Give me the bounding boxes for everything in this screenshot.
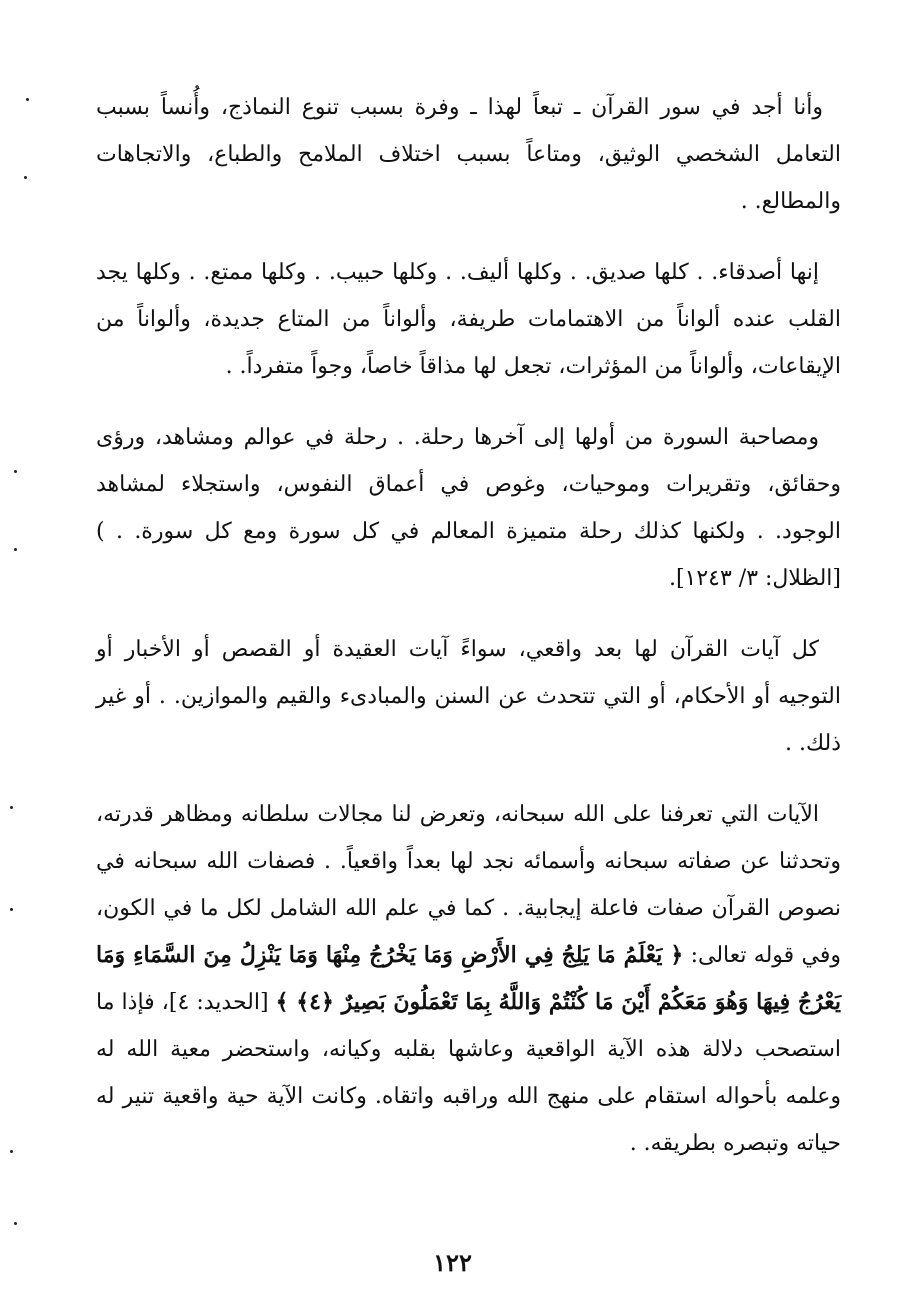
paragraph-5	[96, 791, 841, 1167]
paragraph-5-text: الآيات التي تعرفنا على الله سبحانه، وتعرض لنا مجالات سلطانه ومظاهر قدرته، وتحدثنا عن صفاته سبحانه وأسمائه نجد لها بعداً واقعياً. . فصفات الله سبحانه في نصوص القرآن صفات فاعلة إيجابية. . كما في علم الله الشامل لكل ما في الكون، وفي قوله تعالى:	[96, 802, 841, 968]
margin-speck	[10, 908, 13, 911]
quran-verse: ﴿ يَعْلَمُ مَا يَلِجُ فِي الأَرْضِ وَمَا يَخْرُجُ مِنْهَا وَمَا يَنْزِلُ مِنَ السَّمَاءِ وَمَا يَعْرُجُ فِيهَا وَهُوَ مَعَكُمْ أَيْنَ مَا كُنْتُمْ وَاللَّهُ بِمَا تَعْمَلُونَ بَصِيرٌ ﴿٤﴾ ﴾	[96, 942, 841, 1015]
margin-speck	[10, 1150, 13, 1153]
margin-speck	[14, 470, 17, 473]
margin-speck	[14, 548, 17, 551]
margin-speck	[24, 176, 27, 179]
paragraph-2: إنها أصدقاء. . كلها صديق. . وكلها أليف. . وكلها حبيب. . وكلها ممتع. . وكلها يجد القلب عنده ألواناً من الاهتمامات طريفة، وألواناً من المتاع جديدة، وألواناً من الإيقاعات، وألواناً من المؤثرات، تجعل لها مذاقاً خاصاً، وجواً متفرداً. .	[96, 260, 841, 379]
paragraph-4: كل آيات القرآن لها بعد واقعي، سواءً آيات العقيدة أو القصص أو الأخبار أو التوجيه أو الأحكام، أو التي تتحدث عن السنن والمبادىء والقيم والموازين. . أو غير ذلك. .	[96, 637, 841, 756]
margin-speck	[26, 98, 29, 101]
page-body	[96, 84, 841, 1191]
page-number: ١٢٢	[433, 1248, 472, 1277]
paragraph-3: ومصاحبة السورة من أولها إلى آخرها رحلة. . رحلة في عوالم ومشاهد، ورؤى وحقائق، وتقريرات وموحيات، وغوص في أعماق النفوس، واستجلاء لمشاهد الوجود. . ولكنها كذلك رحلة متميزة المعالم في كل سورة ومع كل سورة. . ) [الظلال: ٣/ ١٢٤٣].	[96, 425, 841, 591]
margin-speck	[10, 806, 13, 809]
paragraph-5-continuation: [الحديد: ٤]، فإذا ما استصحب دلالة هذه الآية الواقعية وعاشها بقلبه وكيانه، واستحضر معية الله له وعلمه بأحواله استقام على منهج الله وراقبه واتقاه. وكانت الآية حية واقعية تنير له حياته وتبصره بطريقه. .	[96, 990, 841, 1156]
margin-speck	[14, 1222, 17, 1225]
paragraph-1: وأنا أجد في سور القرآن ـ تبعاً لهذا ـ وفرة بسبب تنوع النماذج، وأُنساً بسبب التعامل الشخصي الوثيق، ومتاعاً بسبب اختلاف الملامح والطباع، والاتجاهات والمطالع. .	[96, 95, 841, 214]
